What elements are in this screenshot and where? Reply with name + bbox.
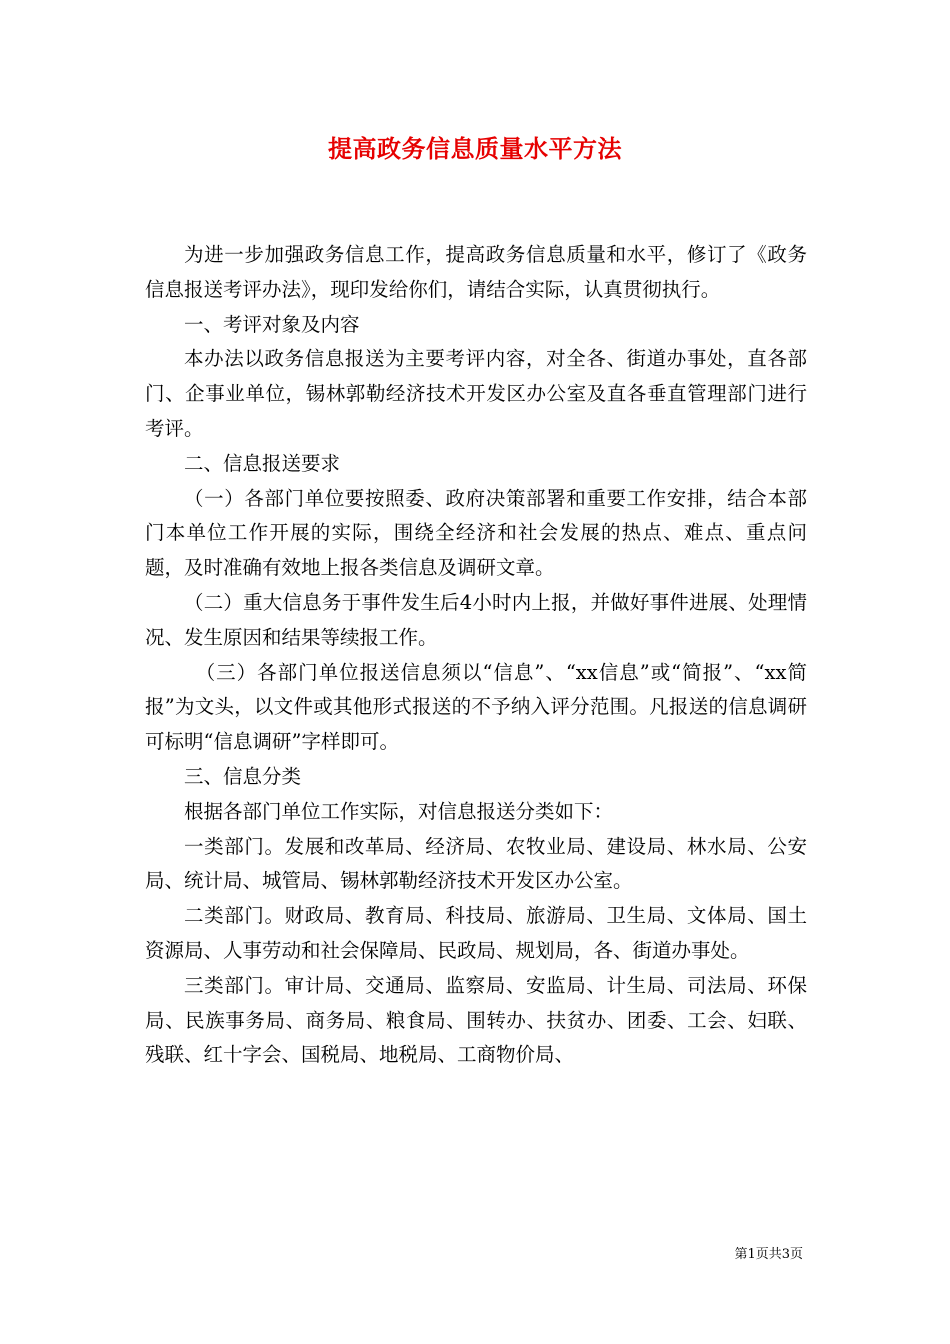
paragraph-section-1: 本办法以政务信息报送为主要考评内容，对全各、街道办事处，直各部门、企事业单位，锡林郭勒经济技术开发区办公室及直各垂直管理部门进行考评。: [145, 347, 807, 440]
paragraph-item-3: （三）各部门单位报送信息须以“信息”、“xx信息”或“简报”、“xx简报”为文头，以文件或其他形式报送的不予纳入评分范围。凡报送的信息调研可标明“信息调研”字样即可。: [145, 660, 807, 754]
heading-section-1: 一、考评对象及内容: [184, 312, 360, 336]
paragraph-intro: 为进一步加强政务信息工作，提高政务信息质量和水平，修订了《政务信息报送考评办法》，现印发给你们，请结合实际，认真贯彻执行。: [145, 243, 807, 301]
paragraph-class-3: 三类部门。审计局、交通局、监察局、安监局、计生局、司法局、环保局、民族事务局、商务局、粮食局、围转办、扶贫办、团委、工会、妇联、残联、红十字会、国税局、地税局、工商物价局、: [145, 973, 807, 1067]
heading-section-3: 三、信息分类: [184, 764, 302, 788]
paragraph-item-2: （二）重大信息务于事件发生后4小时内上报，并做好事件进展、处理情况、发生原因和结果等续报工作。: [145, 590, 807, 649]
document-body: [145, 238, 807, 1073]
paragraph-class-2: 二类部门。财政局、教育局、科技局、旅游局、卫生局、文体局、国土资源局、人事劳动和社会保障局、民政局、规划局，各、街道办事处。: [145, 904, 807, 962]
paragraph-classification-intro: 根据各部门单位工作实际，对信息报送分类如下：: [184, 799, 614, 823]
document-title: 提高政务信息质量水平方法: [328, 134, 622, 163]
paragraph-item-1: （一）各部门单位要按照委、政府决策部署和重要工作安排，结合本部门本单位工作开展的实际，围绕全经济和社会发展的热点、难点、重点问题，及时准确有效地上报各类信息及调研文章。: [145, 486, 807, 580]
paragraph-class-1: 一类部门。发展和改革局、经济局、农牧业局、建设局、林水局、公安局、统计局、城管局、锡林郭勒经济技术开发区办公室。: [145, 834, 807, 893]
heading-section-2: 二、信息报送要求: [184, 451, 341, 475]
page-indicator: 第1页共3页: [734, 1247, 803, 1262]
